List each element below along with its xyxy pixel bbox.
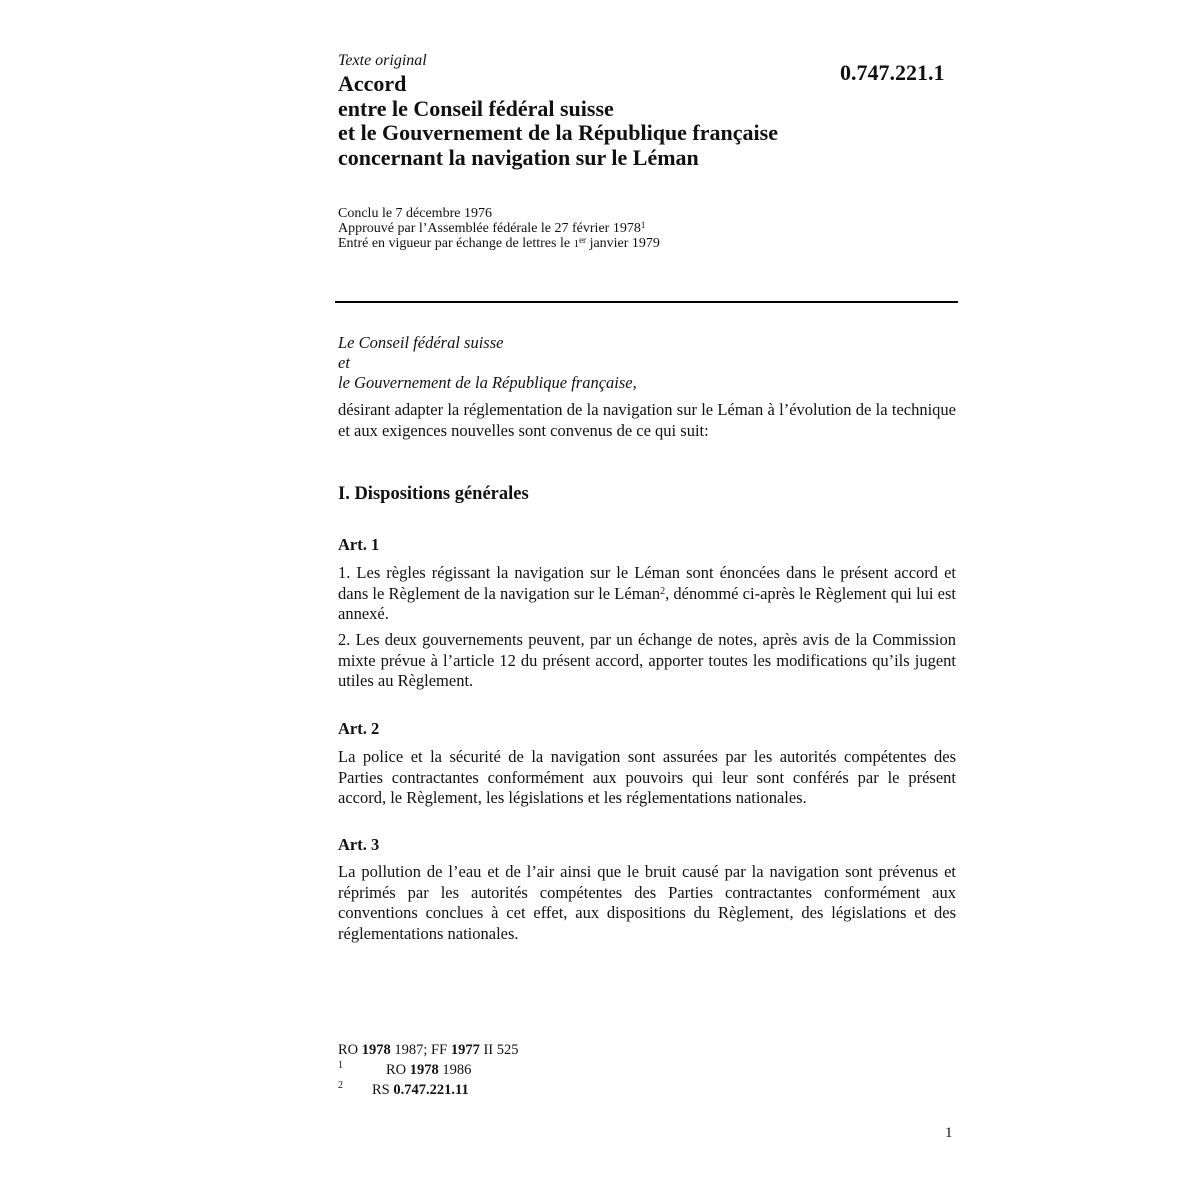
section-heading: I. Dispositions générales: [338, 484, 529, 504]
preamble-text: désirant adapter la réglementation de la navigation sur le Léman à l’évolution de la technique et aux exigences nouvelles sont convenus de ce qui suit:: [338, 400, 956, 440]
footnote-ref-2[interactable]: 2: [660, 585, 666, 597]
entry-suffix: janvier 1979: [586, 236, 660, 251]
conjunction: et: [338, 353, 350, 372]
article-1-paragraph-1: [338, 563, 956, 625]
publication-reference: [338, 1040, 519, 1060]
footnote-text: [386, 1060, 471, 1080]
footnote-suffix: 1986: [438, 1062, 472, 1078]
footnote-1: [338, 1060, 519, 1080]
dates-block: [338, 206, 660, 252]
footnote-number: 2: [338, 1080, 343, 1091]
document-title: [338, 72, 898, 170]
approved-text: Approuvé par l’Assemblée fédérale le 27 février 1978: [338, 221, 641, 236]
article-2-heading: Art. 2: [338, 719, 380, 738]
article-3-paragraph: La pollution de l’eau et de l’air ainsi que le bruit causé par la navigation sont prévenus et réprimés par les autorités compétentes des Parties contractantes conformément aux conventions conclues à cet effet, aux dispositions du Règlement, des législations et des réglementations nationales.: [338, 862, 956, 943]
footnote-bold: 1978: [409, 1062, 439, 1078]
header-divider: [335, 301, 958, 303]
ff-year: 1977: [450, 1042, 480, 1058]
approved-date: [338, 221, 660, 236]
preamble-parties: [338, 333, 956, 393]
party-2: le Gouvernement de la République française,: [338, 373, 637, 392]
footnote-number: 1: [338, 1060, 343, 1071]
title-line: et le Gouvernement de la République française: [338, 120, 778, 145]
footnote-text: [372, 1080, 469, 1100]
article-1-p1-text-end: , dénommé ci-après le Règlement qui lui est annexé.: [338, 583, 957, 623]
sr-number: 0.747.221.1: [840, 60, 945, 85]
article-1-heading: Art. 1: [338, 535, 380, 554]
ro-rest: 1987; FF: [390, 1042, 451, 1058]
entry-into-force: [338, 236, 660, 252]
page-number: 1: [945, 1125, 953, 1141]
ro-year: 1978: [361, 1042, 391, 1058]
original-text-label: Texte original: [338, 52, 427, 69]
title-line: entre le Conseil fédéral suisse: [338, 95, 614, 121]
footnote-prefix: RO: [386, 1062, 410, 1078]
article-2-paragraph: La police et la sécurité de la navigation sont assurées par les autorités compétentes des Parties contractantes conformément aux pouvoirs qui leur sont conférés par le présent accord, le Règlement, les législations et les réglementations nationales.: [338, 747, 956, 807]
footnote-ref-1[interactable]: 1: [640, 220, 646, 230]
footnote-prefix: RS: [372, 1082, 394, 1098]
title-line: concernant la navigation sur le Léman: [338, 144, 699, 170]
footnote-2: [338, 1080, 519, 1100]
ro-label: RO: [338, 1042, 362, 1058]
party-1: Le Conseil fédéral suisse: [338, 333, 504, 352]
ff-rest: II 525: [479, 1042, 519, 1058]
footnotes-block: [338, 1040, 519, 1100]
footnote-bold: 0.747.221.11: [393, 1082, 469, 1098]
entry-prefix: Entré en vigueur par échange de lettres le: [338, 236, 574, 251]
article-3-heading: Art. 3: [338, 835, 380, 854]
entry-sup: er: [579, 235, 587, 245]
article-1-paragraph-2: 2. Les deux gouvernements peuvent, par un échange de notes, après avis de la Commission mixte prévue à l’article 12 du présent accord, apporter toutes les modifications qu’ils jugent utiles au Règlement.: [338, 630, 956, 690]
title-line: Accord: [338, 71, 407, 96]
entry-day: 1: [573, 238, 580, 250]
concluded-date: Conclu le 7 décembre 1976: [338, 206, 492, 221]
article-1-p1-text: 1. Les règles régissant la navigation sur le Léman sont énoncées dans le présent accord et dans le Règlement de la navigation sur le Léman: [338, 563, 956, 603]
